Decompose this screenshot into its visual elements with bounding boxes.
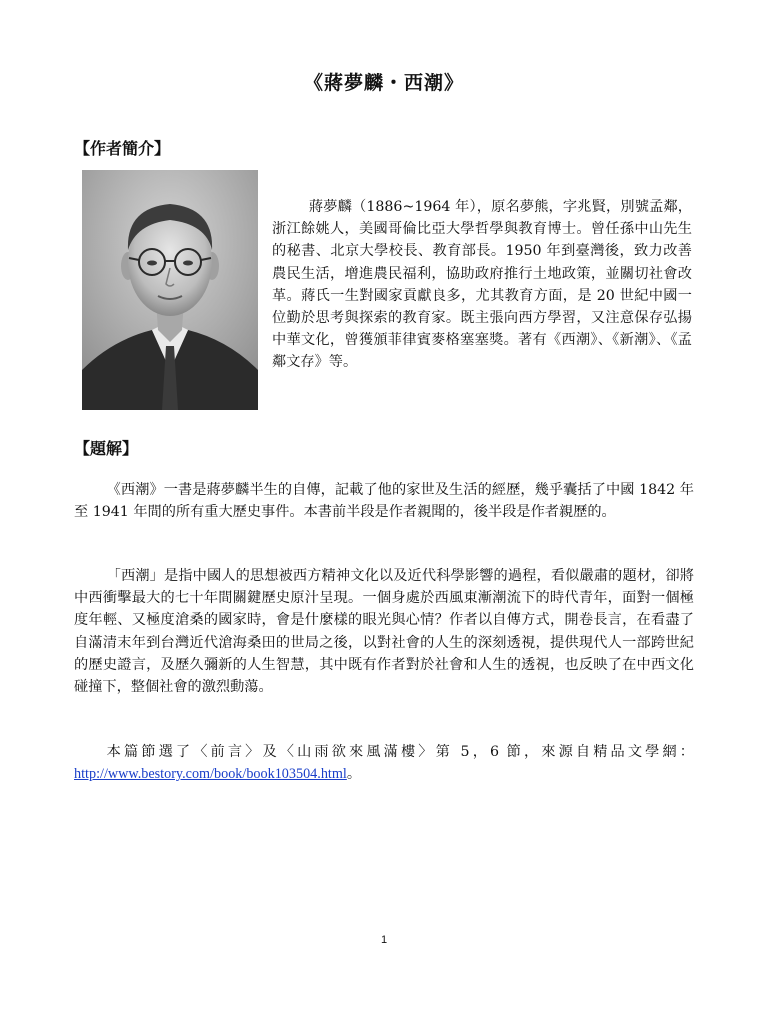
- source-text: 本篇節選了〈前言〉及〈山雨欲來風滿樓〉第 5，6 節，來源自精品文學網：: [106, 744, 694, 760]
- source-paragraph-end: 。: [346, 766, 362, 783]
- page-number: 1: [380, 934, 388, 946]
- author-portrait: [82, 170, 258, 410]
- explanation-paragraph-2: 「西潮」是指中國人的思想被西方精神文化以及近代科學影響的過程，看似嚴肅的題材，卻將中西衝擊最大的七十年間關鍵歷史原汁呈現。一個身處於西風東漸潮流下的時代青年，面對一個極度年輕、又極度滄桑的國家時，會是什麼樣的眼光與心情？作者以自傳方式，開卷長言，在看盡了自滿清末年到台灣近代滄海桑田的世局之後，以對社會的人生的深刻透視，提供現代人一部跨世紀的歷史證言，及歷久彌新的人生智慧，其中既有作者對於社會和人生的透視，也反映了在中西文化碰撞下，整個社會的激烈動蕩。: [74, 568, 694, 696]
- explanation-paragraph-1: 《西潮》一書是蔣夢麟半生的自傳，記載了他的家世及生活的經歷，幾乎囊括了中國 1842 年至 1941 年間的所有重大歷史事件。本書前半段是作者親聞的，後半段是作者親歷的。: [74, 482, 694, 521]
- source-paragraph: [74, 741, 694, 785]
- author-bio: 蔣夢麟（1886~1964 年），原名夢熊，字兆賢，別號孟鄰，浙江餘姚人，美國哥倫比亞大學哲學與教育博士。曾任孫中山先生的秘書、北京大學校長、教育部長。1950 年到臺灣後，致力改善農民生活，增進農民福利，協助政府推行土地政策，並關切社會改革。蔣氏一生對國家貢獻良多，尤其教育方面，是 20 世紀中國一位勤於思考與探索的教育家。既主張向西方學習，又注意保存弘揚中華文化，曾獲頒菲律賓麥格塞塞獎。著有《西潮》、《新潮》、《孟鄰文存》等。: [272, 199, 692, 371]
- document-title: 《蔣夢麟・西潮》: [303, 72, 464, 94]
- explanation-heading: 【題解】: [74, 439, 139, 458]
- source-link[interactable]: http://www.bestory.com/book/book103504.html: [74, 766, 347, 783]
- author-heading: 【作者簡介】: [74, 139, 171, 158]
